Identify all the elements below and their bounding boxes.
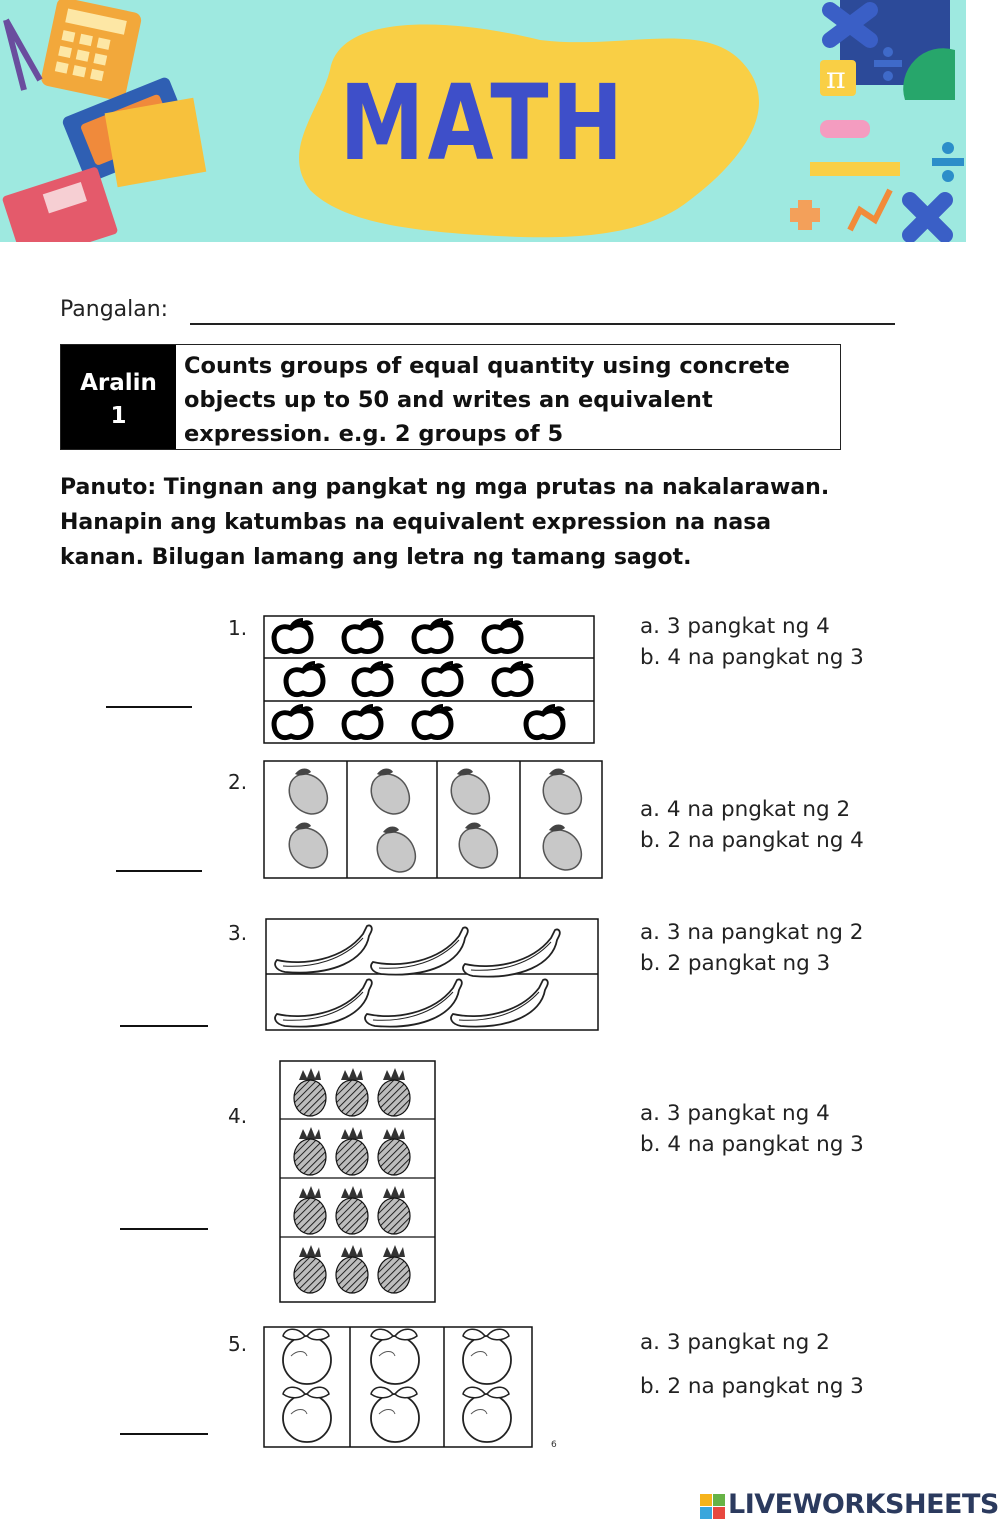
question-number: 2. [228,770,248,794]
question-number: 5. [228,1332,248,1356]
apple-groups-figure [263,615,596,745]
option-a[interactable]: a. 4 na pngkat ng 2 [640,797,851,822]
lesson-objective-line: Counts groups of equal quantity using concrete [184,353,790,379]
lesson-heading [61,345,176,449]
answer-line-3[interactable] [120,1025,208,1027]
option-a[interactable]: a. 3 pangkat ng 4 [640,1101,830,1126]
mango-groups-figure [263,760,605,880]
orange-groups-figure [263,1326,535,1450]
option-b[interactable]: b. 4 na pangkat ng 3 [640,1132,864,1157]
answer-line-4[interactable] [120,1228,208,1230]
lesson-objective-line: objects up to 50 and writes an equivalent [184,387,713,413]
math-banner [0,0,966,242]
svg-text:π: π [826,61,846,96]
lesson-heading-label: Aralin [80,370,157,396]
option-b[interactable]: b. 2 pangkat ng 3 [640,951,831,976]
banner-title: MATH [339,62,627,184]
instructions-line: kanan. Bilugan lamang ang letra ng tamang sagot. [60,545,692,570]
name-label: Pangalan: [60,297,169,322]
liveworksheets-logo-icon [700,1494,726,1520]
answer-line-2[interactable] [116,870,202,872]
option-a[interactable]: a. 3 pangkat ng 2 [640,1330,830,1355]
lesson-box [60,344,841,450]
question-number: 1. [228,616,248,640]
answer-line-5[interactable] [120,1433,208,1435]
question-number: 3. [228,921,248,945]
brand-name: LIVEWORKSHEETS [728,1489,999,1520]
lesson-objective [184,349,834,451]
option-a[interactable]: a. 3 na pangkat ng 2 [640,920,864,945]
option-b[interactable]: b. 2 na pangkat ng 4 [640,828,864,853]
lesson-objective-line: expression. e.g. 2 groups of 5 [184,421,564,447]
instructions-line: Hanapin ang katumbas na equivalent expression na nasa [60,510,772,535]
option-b[interactable]: b. 4 na pangkat ng 3 [640,645,864,670]
answer-line-1[interactable] [106,706,192,708]
pineapple-groups-figure [279,1060,437,1304]
lesson-number: 1 [110,403,127,429]
question-number: 4. [228,1104,248,1128]
banana-groups-figure [265,918,601,1032]
page-number: 6 [551,1440,557,1450]
name-input-line[interactable] [190,323,895,325]
option-a[interactable]: a. 3 pangkat ng 4 [640,614,830,639]
option-b[interactable]: b. 2 na pangkat ng 3 [640,1374,864,1399]
instructions [60,470,920,575]
instructions-line: Panuto: Tingnan ang pangkat ng mga prutas na nakalarawan. [60,475,830,500]
